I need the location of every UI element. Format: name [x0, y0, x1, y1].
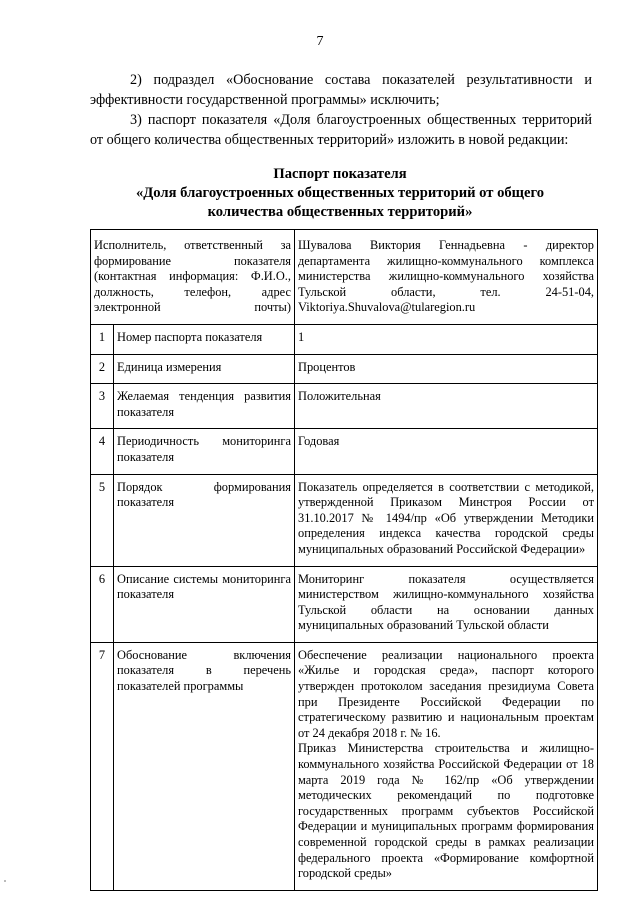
- row-number: 5: [91, 474, 114, 566]
- scan-artifact-dot: [4, 880, 6, 882]
- row-number: 1: [91, 324, 114, 354]
- table-row: [91, 354, 598, 384]
- page-number: 7: [316, 34, 324, 49]
- table-header-row: [91, 230, 598, 325]
- row-label: Описание системы мониторинга показателя: [114, 566, 295, 642]
- row-label: Желаемая тенденция развития показателя: [114, 384, 295, 429]
- row-number: 6: [91, 566, 114, 642]
- responsible-label: Исполнитель, ответственный за формирование показателя (контактная информация: Ф.И.О., должность, телефон, адрес электронной почты): [91, 230, 295, 325]
- row-value: Показатель определяется в соответствии с методикой, утвержденной Приказом Минстроя России от 31.10.2017 № 1494/пр «Об утверждении Методики определения индекса качества городской среды муниципальных образований Российской Федерации»: [295, 474, 598, 566]
- table-row: [91, 429, 598, 474]
- row-value-paragraph-2: Приказ Министерства строительства и жилищно-коммунального хозяйства Российской Федерации от 18 марта 2019 года № 162/пр «Об утверждении методических рекомендаций по подготовке государственных программ субъектов Российской Федерации и муниципальных программ формирования современной городской среды в рамках реализации федерального проекта «Формирование комфортной городской среды»: [298, 741, 594, 881]
- table-row: [91, 474, 598, 566]
- row-label: Единица измерения: [114, 354, 295, 384]
- paragraph-item-3-text: 3) паспорт показателя «Доля благоустроенных общественных территорий от общего количества общественных территорий» изложить в новой редакции:: [90, 112, 592, 148]
- row-value: Мониторинг показателя осуществляется министерством жилищно-коммунального хозяйства Тульской области на основании данных муниципальных образований Тульской области: [295, 566, 598, 642]
- passport-title-line-3: количества общественных территорий»: [207, 204, 473, 220]
- row-value: [295, 642, 598, 890]
- passport-title-line-2: «Доля благоустроенных общественных территорий от общего: [135, 185, 545, 201]
- row-label: Обоснование включения показателя в перечень показателей программы: [114, 642, 295, 890]
- paragraph-item-3: [90, 110, 592, 150]
- table-row: [91, 642, 598, 890]
- row-value: 1: [295, 324, 598, 354]
- row-value: Годовая: [295, 429, 598, 474]
- paragraph-item-2-text: 2) подраздел «Обоснование состава показателей результативности и эффективности государственной программы» исключить;: [90, 72, 592, 108]
- row-label: Номер паспорта показателя: [114, 324, 295, 354]
- table-row: [91, 566, 598, 642]
- responsible-value: Шувалова Виктория Геннадьевна - директор департамента жилищно-коммунального комплекса министерства жилищно-коммунального хозяйства Тульской области, тел. 24-51-04, Viktoriya.Shuvalova@tularegion.ru: [295, 230, 598, 325]
- row-number: 7: [91, 642, 114, 890]
- paragraph-item-2: [90, 70, 592, 110]
- passport-title-line-1: Паспорт показателя: [273, 166, 407, 182]
- row-value: Положительная: [295, 384, 598, 429]
- row-number: 2: [91, 354, 114, 384]
- table-row: [91, 384, 598, 429]
- row-label: Периодичность мониторинга показателя: [114, 429, 295, 474]
- row-value-paragraph-1: Обеспечение реализации национального проекта «Жилье и городская среда», паспорт которого утвержден протоколом заседания президиума Совета при Президенте Российской Федерации по стратегическому развитию и национальным проектам от 24 декабря 2018 г. № 16.: [298, 647, 594, 740]
- table-row: [91, 324, 598, 354]
- row-number: 4: [91, 429, 114, 474]
- passport-table: [90, 229, 598, 891]
- row-value: Процентов: [295, 354, 598, 384]
- passport-title: [90, 165, 590, 222]
- row-label: Порядок формирования показателя: [114, 474, 295, 566]
- row-number: 3: [91, 384, 114, 429]
